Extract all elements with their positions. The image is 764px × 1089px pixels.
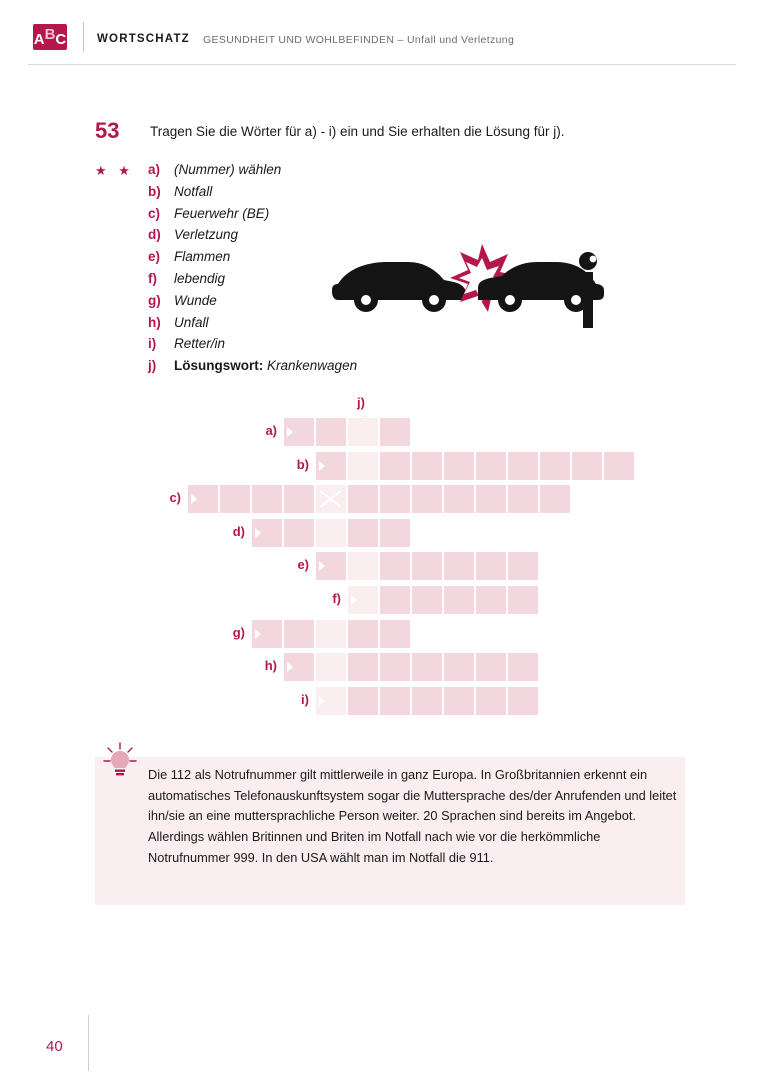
item-key: g) xyxy=(148,292,161,308)
crossword-cell[interactable] xyxy=(507,551,539,581)
header-topic: GESUNDHEIT UND WOHLBEFINDEN – Unfall und Verletzung xyxy=(203,34,515,46)
item-word: Retter/in xyxy=(174,336,226,352)
crossword-cell[interactable] xyxy=(379,652,411,682)
crossword-cell[interactable] xyxy=(347,484,379,514)
crossword-row xyxy=(169,484,571,514)
crossword-cell[interactable] xyxy=(315,451,347,481)
crossword-row xyxy=(332,585,539,615)
lightbulb-icon xyxy=(103,742,137,778)
crossword-cell[interactable] xyxy=(475,686,507,716)
logo-letter-c: C xyxy=(55,30,67,48)
header-divider xyxy=(83,22,84,52)
crossword-cell[interactable] xyxy=(379,417,411,447)
crossword-row-label: c) xyxy=(169,490,181,506)
crossword-cell[interactable] xyxy=(347,652,379,682)
logo-letter-b: B xyxy=(44,25,56,43)
crossword-cell[interactable] xyxy=(411,652,443,682)
page-number: 40 xyxy=(46,1038,63,1055)
header-kicker: WORTSCHATZ xyxy=(97,33,190,45)
crossword-cell[interactable] xyxy=(315,551,347,581)
item-key: a) xyxy=(148,162,161,177)
crossword-cell[interactable] xyxy=(411,551,443,581)
crossword-cell[interactable] xyxy=(443,484,475,514)
crossword-cell[interactable] xyxy=(475,585,507,615)
car-left-icon xyxy=(332,262,466,300)
item-key: e) xyxy=(148,249,161,265)
crossword-row xyxy=(264,652,539,682)
crossword-cell[interactable] xyxy=(475,652,507,682)
crossword-row xyxy=(297,551,539,581)
crossword-cell[interactable] xyxy=(283,518,315,548)
crossword-row-label: i) xyxy=(301,691,309,707)
solution-word: Krankenwagen xyxy=(267,358,358,374)
crossword-cell[interactable] xyxy=(603,451,635,481)
list-item xyxy=(148,336,408,358)
crossword-cell[interactable] xyxy=(283,484,315,514)
crossword-cell[interactable] xyxy=(347,585,379,615)
crossword-row xyxy=(232,518,411,548)
crossword-cell[interactable] xyxy=(443,652,475,682)
crossword-cell[interactable] xyxy=(507,652,539,682)
crossword-cell[interactable] xyxy=(539,451,571,481)
crossword-row xyxy=(265,417,411,447)
item-key: i) xyxy=(148,336,157,352)
info-box-text xyxy=(148,765,678,869)
page-header xyxy=(0,0,764,65)
solution-row xyxy=(148,358,408,380)
crossword-row-label: d) xyxy=(232,523,245,539)
crossword-cell[interactable] xyxy=(315,686,347,716)
crossword-cell[interactable] xyxy=(187,484,219,514)
logo-letter-a: A xyxy=(33,30,45,48)
crossword-cell[interactable] xyxy=(379,518,411,548)
item-key: f) xyxy=(148,270,157,286)
difficulty-stars: ★ ★ xyxy=(95,163,134,178)
item-word: Flammen xyxy=(174,249,231,265)
crossword-cell[interactable] xyxy=(251,518,283,548)
crossword-row xyxy=(296,451,635,481)
crossword-cell[interactable] xyxy=(411,585,443,615)
crossword-cell[interactable] xyxy=(475,484,507,514)
crossword-cell[interactable] xyxy=(539,484,571,514)
crossword-cell[interactable] xyxy=(347,551,379,581)
person-icon xyxy=(568,252,608,335)
crossword-cell[interactable] xyxy=(443,585,475,615)
crossword-cell[interactable] xyxy=(379,686,411,716)
list-item xyxy=(148,184,408,206)
crossword-row xyxy=(232,619,411,649)
crossword-cell[interactable] xyxy=(507,484,539,514)
item-word: Unfall xyxy=(174,314,209,330)
crossword-row-label: f) xyxy=(332,591,341,606)
info-paragraph: Allerdings wählen Britinnen und Briten im Notfall nach wie vor die herkömmliche Notrufnummer 999. In den USA wählt man im Notfall die 911. xyxy=(148,829,601,865)
item-word: (Nummer) wählen xyxy=(174,162,282,177)
crossword-cell[interactable] xyxy=(571,451,603,481)
crossword-cell[interactable] xyxy=(379,451,411,481)
item-key: h) xyxy=(148,314,161,330)
crossword-cell[interactable] xyxy=(443,686,475,716)
crossword-row-label: h) xyxy=(264,658,277,674)
jcol-label: j) xyxy=(357,395,365,410)
crossword-row-label: g) xyxy=(232,624,245,640)
solution-label: Lösungswort: xyxy=(174,358,264,374)
crossword-cell[interactable] xyxy=(379,551,411,581)
crossword-cell[interactable] xyxy=(443,451,475,481)
crossword-cell[interactable] xyxy=(411,686,443,716)
crossword-cell[interactable] xyxy=(283,652,315,682)
item-word: Verletzung xyxy=(174,227,239,243)
crossword-cell[interactable] xyxy=(347,417,379,447)
crossword-cell[interactable] xyxy=(347,619,379,649)
crossword-cell[interactable] xyxy=(411,484,443,514)
info-paragraph: Die 112 als Notrufnummer gilt mittlerweile in ganz Europa. In Großbritannien erkennt ein automatisches Telefonauskunftsystem sogar die Muttersprache des/der Anrufenden und leitet ihn/sie an eine muttersprachliche Person weiter. 20 Sprachen sind bereits im Angebot. xyxy=(148,767,677,824)
solution-key: j) xyxy=(148,358,157,374)
item-key: d) xyxy=(148,227,161,243)
item-key: c) xyxy=(148,205,161,221)
crossword-row-label: b) xyxy=(296,456,309,472)
item-word: lebendig xyxy=(174,270,226,286)
footer-rule xyxy=(88,1015,89,1071)
crossword-cell[interactable] xyxy=(443,551,475,581)
crossword-row-label: e) xyxy=(297,557,309,573)
list-item xyxy=(148,162,408,184)
crossword-cell[interactable] xyxy=(507,451,539,481)
crossword-cell[interactable] xyxy=(379,619,411,649)
crossword-cell[interactable] xyxy=(475,451,507,481)
crossword-cell[interactable] xyxy=(315,417,347,447)
exercise-instruction: Tragen Sie die Wörter für a) - i) ein und Sie erhalten die Lösung für j). xyxy=(150,124,565,139)
crossword-cell[interactable] xyxy=(283,619,315,649)
crossword-cell[interactable] xyxy=(507,585,539,615)
crossword-cell[interactable] xyxy=(379,585,411,615)
crossword-cell[interactable] xyxy=(315,484,347,514)
exercise-number: 53 xyxy=(95,118,120,143)
header-rule xyxy=(28,64,736,65)
crossword-cell[interactable] xyxy=(347,451,379,481)
list-item xyxy=(148,206,408,228)
crossword-cell[interactable] xyxy=(251,484,283,514)
crossword-cell[interactable] xyxy=(507,686,539,716)
crossword-cell[interactable] xyxy=(347,686,379,716)
crossword-cell[interactable] xyxy=(315,518,347,548)
crossword-row xyxy=(301,686,539,716)
item-key: b) xyxy=(148,183,161,199)
crossword-row-label: a) xyxy=(265,423,277,438)
item-word: Wunde xyxy=(174,292,217,308)
crossword-cell[interactable] xyxy=(347,518,379,548)
crossword-cell[interactable] xyxy=(379,484,411,514)
logo xyxy=(33,24,67,50)
crossword-cell[interactable] xyxy=(411,451,443,481)
crossword-cell[interactable] xyxy=(251,619,283,649)
crossword-cell[interactable] xyxy=(475,551,507,581)
item-word: Feuerwehr (BE) xyxy=(174,205,270,221)
crossword-cell[interactable] xyxy=(315,652,347,682)
crossword-cell[interactable] xyxy=(315,619,347,649)
crossword-cell[interactable] xyxy=(283,417,315,447)
item-word: Notfall xyxy=(174,183,213,199)
crossword-cell[interactable] xyxy=(219,484,251,514)
